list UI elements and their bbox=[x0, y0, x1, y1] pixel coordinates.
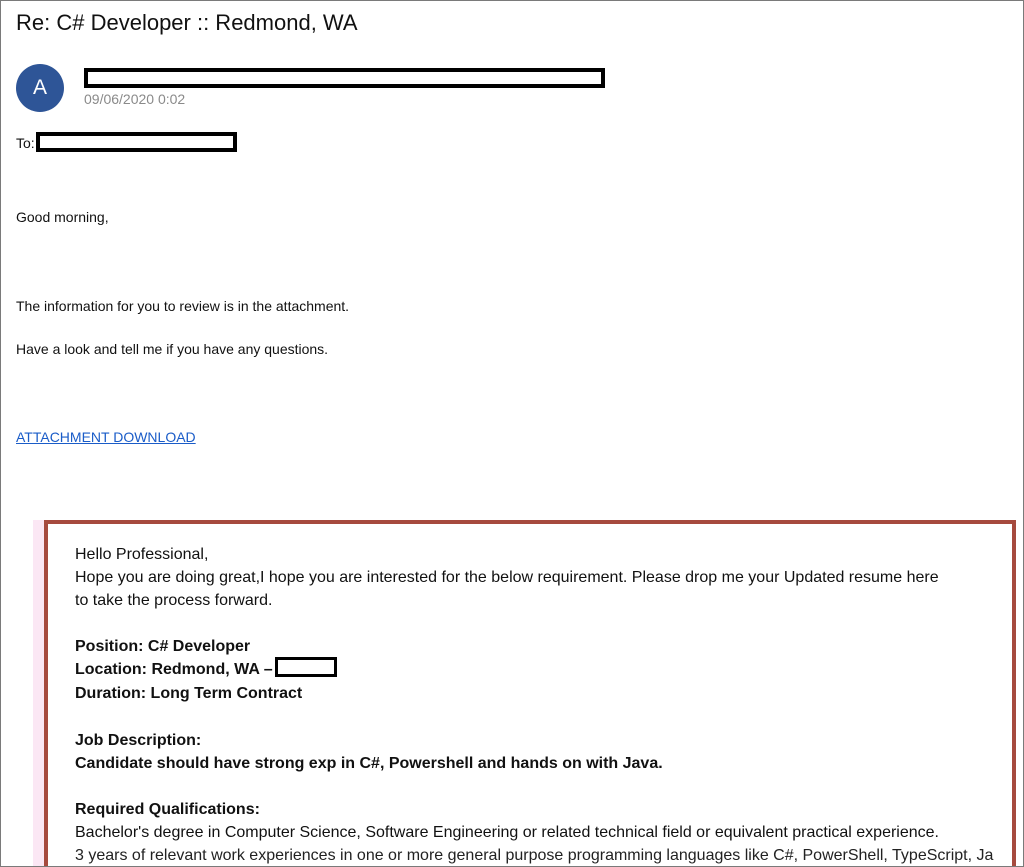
job-description-text: Candidate should have strong exp in C#, Powershell and hands on with Java. bbox=[75, 755, 663, 772]
duration-text: Duration: Long Term Contract bbox=[75, 685, 303, 702]
email-date: 09/06/2020 0:02 bbox=[84, 91, 186, 107]
to-label: To: bbox=[16, 135, 35, 151]
qualification-line-1: Bachelor's degree in Computer Science, Software Engineering or related technical field or equivalent practical experience. bbox=[75, 824, 939, 841]
quoted-hello: Hello Professional, bbox=[75, 546, 209, 563]
quoted-intro-line-2: to take the process forward. bbox=[75, 592, 273, 609]
body-line-2: Have a look and tell me if you have any questions. bbox=[16, 341, 329, 357]
position-text: Position: C# Developer bbox=[75, 638, 251, 655]
attachment-download-link[interactable]: ATTACHMENT DOWNLOAD bbox=[16, 429, 196, 445]
sender-redaction bbox=[84, 68, 605, 88]
avatar-initial: A bbox=[32, 76, 47, 99]
quoted-message-box bbox=[44, 520, 1016, 867]
required-qualifications-heading: Required Qualifications: bbox=[75, 801, 260, 818]
email-subject: Re: C# Developer :: Redmond, WA bbox=[16, 10, 358, 35]
location-text: Location: Redmond, WA – bbox=[75, 661, 273, 678]
quoted-intro-line-1: Hope you are doing great,I hope you are interested for the below requirement. Please drop me your Updated resume here bbox=[75, 569, 939, 586]
sender-avatar bbox=[16, 64, 64, 112]
location-redaction bbox=[275, 657, 337, 677]
greeting-text: Good morning, bbox=[16, 209, 109, 225]
body-line-1: The information for you to review is in the attachment. bbox=[16, 298, 350, 314]
job-description-heading: Job Description: bbox=[75, 732, 202, 749]
recipient-redaction bbox=[36, 132, 237, 152]
qualification-line-2: 3 years of relevant work experiences in one or more general purpose programming languages like C#, PowerShell, TypeScript, Ja bbox=[75, 847, 994, 864]
